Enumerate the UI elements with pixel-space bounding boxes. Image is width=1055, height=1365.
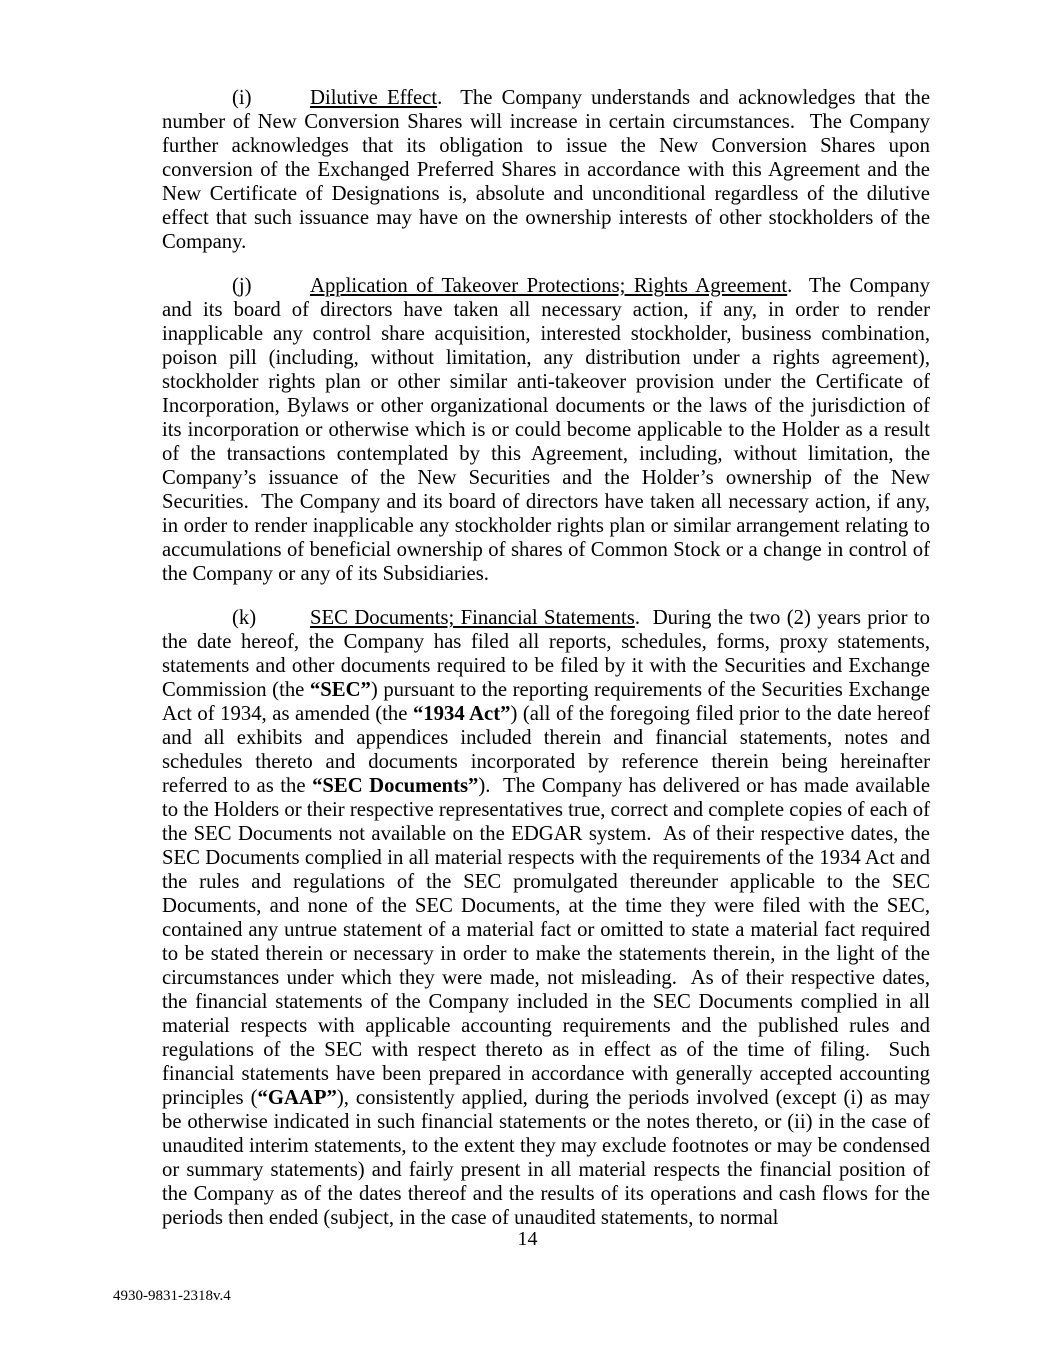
clause-heading: Dilutive Effect (310, 87, 438, 109)
paragraph-label: (j) (232, 275, 252, 297)
clause-text: ). The Company has delivered or has made available to the Holders or their respective representatives true, correct and complete copies of each of the SEC Documents not available on the EDGAR system. As of their respective dates, the SEC Documents complied in all material respects with the requirements of the 1934 Act and the rules and regulations of the SEC promulgated thereunder applicable to the SEC Documents, and none of the SEC Documents, at the time they were filed with the SEC, contained any untrue statement of a material fact or omitted to state a material fact required to be stated therein or necessary in order to make the statements therein, in the light of the circumstances under which they were made, not misleading. As of their respective dates, the financial statements of the Company included in the SEC Documents complied in all material respects with applicable accounting requirements and the published rules and regulations of the SEC with respect thereto as in effect as of the time of filing. Such financial statements have been prepared in accordance with generally accepted accounting principles ( (162, 775, 931, 1109)
clause-text: . The Company and its board of directors have taken all necessary action, if any, in order to render inapplicable any control share acquisition, interested stockholder, business combination, poison pill (including, without limitation, any distribution under a rights agreement), stockholder rights plan or other similar anti-takeover provision under the Certificate of Incorporation, Bylaws or other organizational documents or the laws of the jurisdiction of its incorporation or otherwise which is or could become applicable to the Holder as a result of the transactions contemplated by this Agreement, including, without limitation, the Company’s issuance of the New Securities and the Holder’s ownership of the New Securities. The Company and its board of directors have taken all necessary action, if any, in order to render inapplicable any stockholder rights plan or similar arrangement relating to accumulations of beneficial ownership of shares of Common Stock or a change in control of the Company or any of its Subsidiaries. (162, 275, 930, 585)
paragraph-sec-documents (162, 606, 930, 1230)
clause-text: ), consistently applied, during the periods involved (except (i) as may be otherwise indicated in such financial statements or the notes thereto, or (ii) in the case of unaudited interim statements, to the extent they may exclude footnotes or may be condensed or summary statements) and fairly present in all material respects the financial position of the Company as of the dates thereof and the results of its operations and cash flows for the periods then ended (subject, in the case of unaudited statements, to normal (162, 1087, 930, 1229)
defined-term: “GAAP” (257, 1087, 337, 1109)
paragraph-dilutive-effect (162, 86, 930, 254)
document-control-number: 4930-9831-2318v.4 (113, 1288, 231, 1304)
clause-text: . During the two (2) years prior to the date hereof, the Company has filed all reports, schedules, forms, proxy statements, statements and other documents required to be filed by it with the Securities and Exchange Commission (the (162, 607, 930, 701)
paragraph-label: (i) (232, 87, 252, 109)
page-number: 14 (517, 1228, 538, 1250)
defined-term: “SEC” (309, 679, 371, 701)
clause-heading: SEC Documents; Financial Statements (310, 607, 635, 629)
document-body (162, 86, 930, 1250)
clause-text: ) pursuant to the reporting requirements of the Securities Exchange Act of 1934, as amended (the (162, 679, 930, 725)
paragraph-label: (k) (232, 607, 257, 629)
defined-term: “SEC Documents” (312, 775, 479, 797)
clause-text: ) (all of the foregoing filed prior to the date hereof and all exhibits and appendices included therein and financial statements, notes and schedules thereto and documents incorporated by reference therein being hereinafter referred to as the (162, 703, 930, 797)
clause-heading: Application of Takeover Protections; Rights Agreement (310, 275, 788, 297)
clause-text: . The Company understands and acknowledges that the number of New Conversion Shares will increase in certain circumstances. The Company further acknowledges that its obligation to issue the New Conversion Shares upon conversion of the Exchanged Preferred Shares in accordance with this Agreement and the New Certificate of Designations is, absolute and unconditional regardless of the dilutive effect that such issuance may have on the ownership interests of other stockholders of the Company. (162, 87, 930, 253)
paragraph-takeover-protections (162, 274, 930, 586)
defined-term: “1934 Act” (412, 703, 511, 725)
